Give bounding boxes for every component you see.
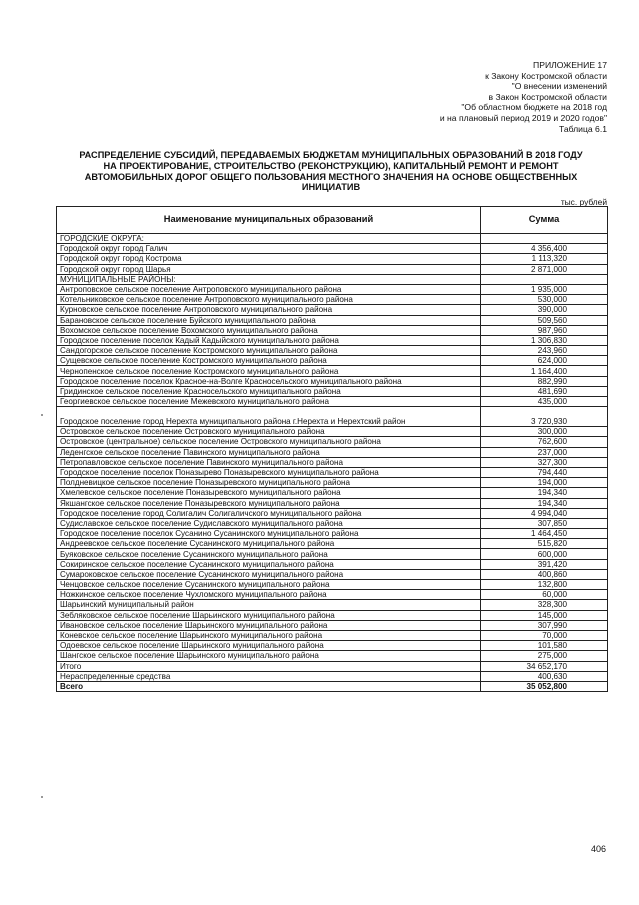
row-sum: 60,000: [481, 590, 608, 600]
table-body: [57, 234, 608, 692]
table-row: [57, 580, 608, 590]
subsidy-table: [56, 206, 608, 692]
row-sum: 194,340: [481, 488, 608, 498]
table-row: [57, 407, 608, 427]
table-row: [57, 346, 608, 356]
row-name: Ивановское сельское поселение Шарьинского муниципального района: [57, 620, 481, 630]
scan-speck: [41, 414, 43, 416]
table-row: [57, 274, 608, 284]
row-sum: 400,860: [481, 569, 608, 579]
table-row: [57, 610, 608, 620]
table-row: [57, 234, 608, 244]
table-row: [57, 630, 608, 640]
table-row: [57, 681, 608, 691]
row-sum: 300,000: [481, 427, 608, 437]
title-line: НА ПРОЕКТИРОВАНИЕ, СТРОИТЕЛЬСТВО (РЕКОНСТРУКЦИЮ), КАПИТАЛЬНЫЙ РЕМОНТ И РЕМОНТ: [103, 160, 559, 171]
row-name: Городское поселение город Солигалич Солигаличского муниципального района: [57, 508, 481, 518]
table-row: [57, 264, 608, 274]
table-row: [57, 600, 608, 610]
appendix-header: [307, 60, 607, 134]
appendix-line: в Закон Костромской области: [488, 91, 607, 102]
row-name: Котельниковское сельское поселение Антроповского муниципального района: [57, 295, 481, 305]
table-row: [57, 488, 608, 498]
appendix-line: "О внесении изменений: [511, 81, 607, 92]
row-name: Городской округ город Шарья: [57, 264, 481, 274]
table-row: [57, 366, 608, 376]
row-name: Полдневицкое сельское поселение Поназыревского муниципального района: [57, 478, 481, 488]
row-sum: 882,990: [481, 376, 608, 386]
table-row: [57, 295, 608, 305]
title-line: ИНИЦИАТИВ: [301, 182, 361, 193]
row-sum: 400,630: [481, 671, 608, 681]
row-sum: [481, 234, 608, 244]
row-name: Городское поселение поселок Сусанино Сусанинского муниципального района: [57, 529, 481, 539]
row-sum: 515,820: [481, 539, 608, 549]
row-name: Петропавловское сельское поселение Павинского муниципального района: [57, 457, 481, 467]
row-sum: 194,000: [481, 478, 608, 488]
table-row: [57, 549, 608, 559]
row-name: Островское (центральное) сельское поселение Островского муниципального района: [57, 437, 481, 447]
row-sum: 624,000: [481, 356, 608, 366]
table-row: [57, 641, 608, 651]
row-name: Городское поселение поселок Поназырево Поназыревского муниципального района: [57, 467, 481, 477]
table-row: [57, 427, 608, 437]
table-row: [57, 335, 608, 345]
row-name: Ченцовское сельское поселение Сусанинского муниципального района: [57, 580, 481, 590]
row-name: Судиславское сельское поселение Судиславского муниципального района: [57, 518, 481, 528]
row-name: Андреевское сельское поселение Сусанинского муниципального района: [57, 539, 481, 549]
row-name: Гридинское сельское поселение Красносельского муниципального района: [57, 386, 481, 396]
row-sum: 4 994,040: [481, 508, 608, 518]
units-label: тыс. рублей: [560, 197, 607, 207]
row-name: Якшангское сельское поселение Поназыревского муниципального района: [57, 498, 481, 508]
row-sum: 987,960: [481, 325, 608, 335]
row-sum: 243,960: [481, 346, 608, 356]
scan-speck: [41, 796, 43, 798]
table-row: [57, 447, 608, 457]
table-row: [57, 305, 608, 315]
row-sum: 1 164,400: [481, 366, 608, 376]
row-sum: 327,300: [481, 457, 608, 467]
table-row: [57, 254, 608, 264]
row-sum: 4 356,400: [481, 244, 608, 254]
row-sum: 390,000: [481, 305, 608, 315]
row-name: Городское поселение город Нерехта муниципального района г.Нерехта и Нерехтский район: [57, 407, 481, 427]
row-name: Сандогорское сельское поселение Костромского муниципального района: [57, 346, 481, 356]
row-name: Городской округ город Кострома: [57, 254, 481, 264]
table-row: [57, 467, 608, 477]
row-name: МУНИЦИПАЛЬНЫЕ РАЙОНЫ:: [57, 274, 481, 284]
row-name: Шангское сельское поселение Шарьинского муниципального района: [57, 651, 481, 661]
row-sum: 794,440: [481, 467, 608, 477]
table-row: [57, 661, 608, 671]
table-row: [57, 620, 608, 630]
row-name: Хмелевское сельское поселение Поназыревского муниципального района: [57, 488, 481, 498]
row-sum: 762,600: [481, 437, 608, 447]
table-row: [57, 356, 608, 366]
row-sum: 132,800: [481, 580, 608, 590]
row-sum: 307,990: [481, 620, 608, 630]
row-sum: 101,580: [481, 641, 608, 651]
title-line: РАСПРЕДЕЛЕНИЕ СУБСИДИЙ, ПЕРЕДАВАЕМЫХ БЮДЖЕТАМ МУНИЦИПАЛЬНЫХ ОБРАЗОВАНИЙ В 2018 ГОДУ: [79, 150, 583, 160]
row-name: ГОРОДСКИЕ ОКРУГА:: [57, 234, 481, 244]
row-name: Антроповское сельское поселение Антроповского муниципального района: [57, 284, 481, 294]
row-sum: 237,000: [481, 447, 608, 457]
row-name: Зебляковское сельское поселение Шарьинского муниципального района: [57, 610, 481, 620]
row-name: Ножкинское сельское поселение Чухломского муниципального района: [57, 590, 481, 600]
row-name: Одоевское сельское поселение Шарьинского муниципального района: [57, 641, 481, 651]
row-name: Буяковское сельское поселение Сусанинского муниципального района: [57, 549, 481, 559]
appendix-line: к Закону Костромской области: [485, 70, 607, 81]
header-name: Наименование муниципальных образований: [57, 207, 481, 234]
row-name: Городское поселение поселок Красное-на-Волге Красносельского муниципального района: [57, 376, 481, 386]
table-row: [57, 457, 608, 467]
row-sum: [481, 274, 608, 284]
row-name: Курновское сельское поселение Антроповского муниципального района: [57, 305, 481, 315]
row-name: Барановское сельское поселение Буйского муниципального района: [57, 315, 481, 325]
row-sum: 34 652,170: [481, 661, 608, 671]
appendix-line: "Об областном бюджете на 2018 год: [461, 102, 607, 113]
row-sum: 145,000: [481, 610, 608, 620]
appendix-line: ПРИЛОЖЕНИЕ 17: [533, 60, 607, 70]
table-row: [57, 325, 608, 335]
row-sum: 194,340: [481, 498, 608, 508]
table-row: [57, 386, 608, 396]
row-sum: 509,560: [481, 315, 608, 325]
page-number: 406: [590, 844, 606, 854]
row-sum: 391,420: [481, 559, 608, 569]
row-sum: 35 052,800: [481, 681, 608, 691]
row-sum: 1 306,830: [481, 335, 608, 345]
row-name: Итого: [57, 661, 481, 671]
table-row: [57, 518, 608, 528]
row-name: Леденгское сельское поселение Павинского муниципального района: [57, 447, 481, 457]
row-sum: 3 720,930: [481, 407, 608, 427]
row-name: Всего: [57, 681, 481, 691]
table-row: [57, 508, 608, 518]
table-row: [57, 651, 608, 661]
row-sum: 70,000: [481, 630, 608, 640]
row-name: Коневское сельское поселение Шарьинского муниципального района: [57, 630, 481, 640]
row-sum: 530,000: [481, 295, 608, 305]
table-row: [57, 478, 608, 488]
row-name: Сокиринское сельское поселение Сусанинского муниципального района: [57, 559, 481, 569]
table-row: [57, 529, 608, 539]
row-sum: 1 935,000: [481, 284, 608, 294]
row-name: Шарьинский муниципальный район: [57, 600, 481, 610]
table-row: [57, 284, 608, 294]
row-sum: 1 464,450: [481, 529, 608, 539]
row-sum: 435,000: [481, 397, 608, 407]
row-sum: 1 113,320: [481, 254, 608, 264]
row-name: Чернопенское сельское поселение Костромского муниципального района: [57, 366, 481, 376]
row-name: Георгиевское сельское поселение Межевского муниципального района: [57, 397, 481, 407]
table-row: [57, 244, 608, 254]
table-row: [57, 590, 608, 600]
row-sum: 275,000: [481, 651, 608, 661]
document-title: [56, 150, 606, 193]
row-sum: 307,850: [481, 518, 608, 528]
row-name: Городское поселение поселок Кадый Кадыйского муниципального района: [57, 335, 481, 345]
row-sum: 2 871,000: [481, 264, 608, 274]
table-row: [57, 376, 608, 386]
table-row: [57, 315, 608, 325]
row-name: Сущевское сельское поселение Костромского муниципального района: [57, 356, 481, 366]
table-row: [57, 437, 608, 447]
title-line: АВТОМОБИЛЬНЫХ ДОРОГ ОБЩЕГО ПОЛЬЗОВАНИЯ МЕСТНОГО ЗНАЧЕНИЯ НА ОСНОВЕ ОБЩЕСТВЕННЫХ: [84, 171, 578, 182]
row-name: Вохомское сельское поселение Вохомского муниципального района: [57, 325, 481, 335]
row-sum: 328,300: [481, 600, 608, 610]
row-sum: 600,000: [481, 549, 608, 559]
table-row: [57, 569, 608, 579]
row-name: Сумароковское сельское поселение Сусанинского муниципального района: [57, 569, 481, 579]
table-row: [57, 498, 608, 508]
table-header-row: [57, 207, 608, 234]
row-name: Городской округ город Галич: [57, 244, 481, 254]
table-row: [57, 671, 608, 681]
table-row: [57, 559, 608, 569]
row-name: Нераспределенные средства: [57, 671, 481, 681]
appendix-line: и на плановый период 2019 и 2020 годов": [439, 112, 607, 123]
table-row: [57, 397, 608, 407]
appendix-line: Таблица 6.1: [558, 123, 607, 134]
table-row: [57, 539, 608, 549]
row-name: Островское сельское поселение Островского муниципального района: [57, 427, 481, 437]
header-sum: Сумма: [481, 207, 608, 234]
row-sum: 481,690: [481, 386, 608, 396]
